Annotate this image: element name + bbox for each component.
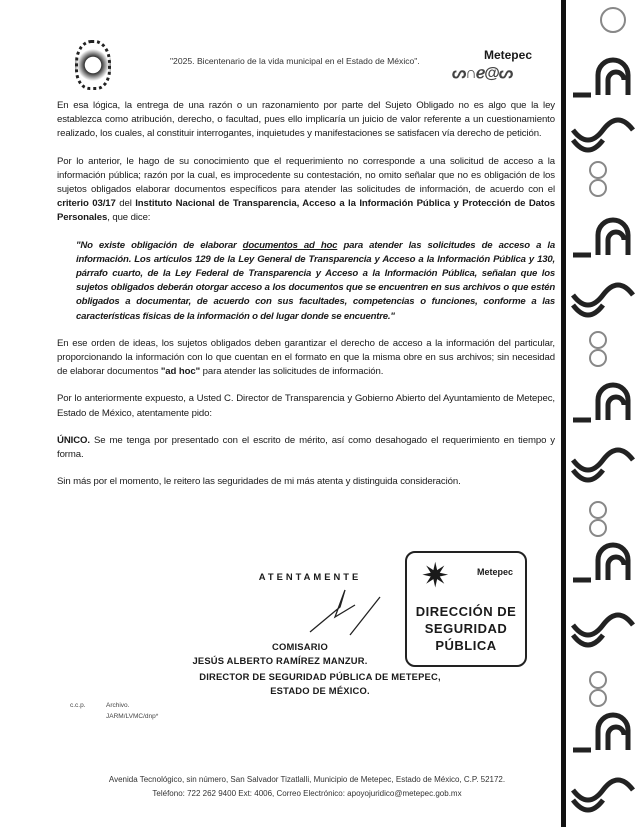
ccp-initials: JARM/LVMC/dnp*	[106, 713, 159, 720]
municipal-crest-logo	[75, 40, 111, 90]
footer-address: Avenida Tecnológico, sin número, San Salvador Tizatlalli, Municipio de Metepec, Estado de México, C.P. 52172.	[108, 775, 506, 784]
paragraph-3: En ese orden de ideas, los sujetos obligados deben garantizar el derecho de acceso a la información del particular, proporcionando la información con lo que cuentan en el formato en que la misma obre en sus archivos; sin necesidad de elaborar documentos "ad hoc" para atender las solicitudes de información.	[57, 337, 555, 378]
legal-quote: "No existe obligación de elaborar documentos ad hoc para atender las solicitudes de acceso a la información. Los artículos 129 de la Ley General de Transparencia y Acceso a la Información Pública y 130, párrafo cuarto, de la Ley Federal de Transparencia y Acceso a la Información Pública, señalan que los sujetos obligados deberán otorgar acceso a los documentos que se encuentren en sus archivos o que estén obligados a documentar, de acuerdo con sus facultades, competencias o funciones, conforme a las características físicas de la información o del lugar donde se encuentre."	[76, 239, 556, 322]
signer-rank: COMISARIO	[272, 641, 328, 652]
paragraph-6: Sin más por el momento, le reitero las seguridades de mi más atenta y distinguida consideración.	[57, 476, 461, 488]
signer-title: DIRECTOR DE SEGURIDAD PÚBLICA DE METEPEC,	[199, 671, 441, 682]
stamp-text: DIRECCIÓN DE SEGURIDAD PÚBLICA	[415, 604, 517, 653]
official-stamp	[405, 551, 527, 667]
header-motto: "2025. Bicentenario de la vida municipal en el Estado de México".	[170, 56, 420, 66]
metepec-logo: Metepec ᔕ∩ℯ@ᔕ	[452, 48, 532, 82]
logo-text: Metepec	[483, 48, 532, 62]
signer-name: JESÚS ALBERTO RAMÍREZ MANZUR.	[192, 655, 368, 666]
signature-scribble	[300, 587, 390, 637]
police-star-icon: ✷	[421, 557, 450, 595]
paragraph-2: Por lo anterior, le hago de su conocimiento que el requerimiento no corresponde a una solicitud de acceso a la información pública; razón por la cual, es improcedente su contestación, no omito señalar que no es obligación de los sujetos obligados elaborar documentos específicos para atender las solicitudes de información, de acuerdo con el criterio 03/17 del Instituto Nacional de Transparencia, Acceso a la Información Pública y Protección de Datos Personales, que dice:	[57, 155, 555, 224]
footer-contact: Teléfono: 722 262 9400 Ext: 4006, Correo Electrónico: apoyojuridico@metepec.gob.mx	[152, 789, 462, 798]
signer-state: ESTADO DE MÉXICO.	[270, 685, 370, 696]
paragraph-5: ÚNICO. Se me tenga por presentado con el escrito de mérito, así como desahogado el requerimiento en tiempo y forma.	[57, 434, 555, 461]
stamp-logo: Metepec	[476, 567, 513, 577]
letter-body	[57, 99, 555, 502]
border-band	[561, 0, 566, 827]
paragraph-1: En esa lógica, la entrega de una razón o un razonamiento por parte del Sujeto Obligado no es algo que la ley establezca como atribución, derecho, o facultad, pues ello implicaría un juicio de valor referente a un cuestionamiento realizado, los cuales, al constituir interrogantes, inquietudes y manifestaciones se satisfacen vía derecho de petición.	[57, 100, 555, 140]
closing: ATENTAMENTE	[258, 571, 362, 582]
ccp-archive: Archivo.	[106, 702, 130, 709]
decorative-pattern	[568, 0, 638, 827]
paragraph-4: Por lo anteriormente expuesto, a Usted C. Director de Transparencia y Gobierno Abierto del Ayuntamiento de Metepec, Estado de México, atentamente pido:	[57, 393, 555, 419]
ccp-label: c.c.p.	[70, 702, 86, 709]
